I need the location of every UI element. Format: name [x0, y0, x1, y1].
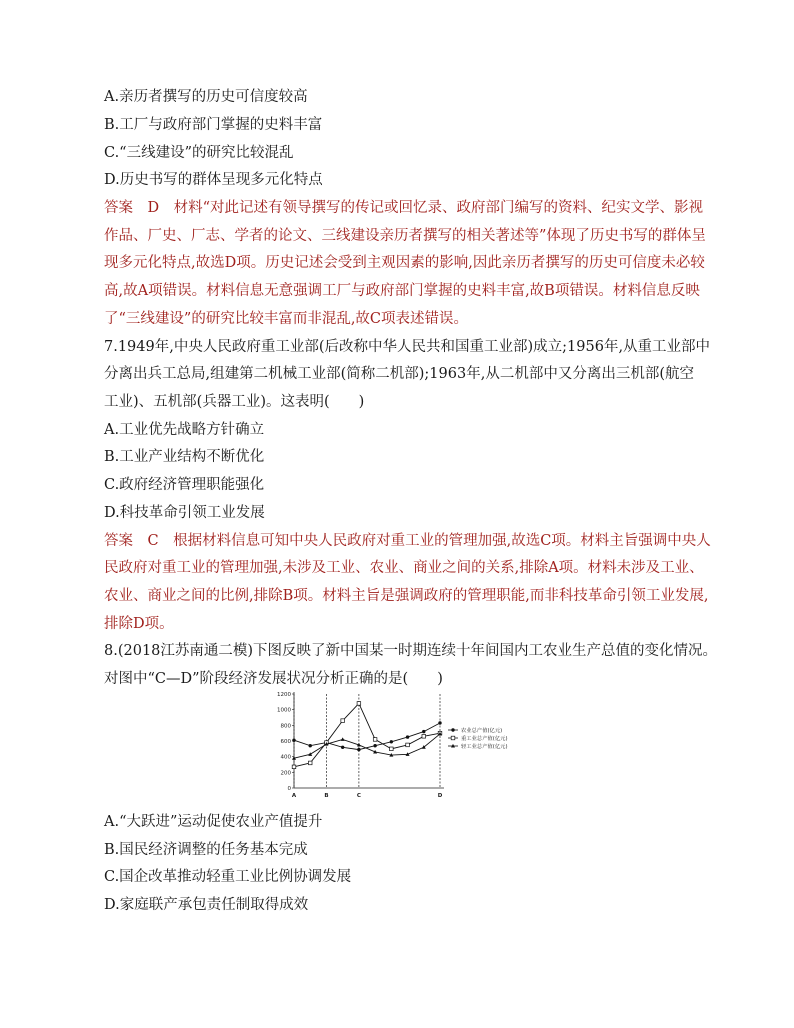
q6-answer-line: 高,故A项错误。材料信息无意强调工厂与政府部门掌握的史料丰富,故B项错误。材料信息反映 — [104, 283, 700, 299]
q6-answer-line: 答案 D 材料“对此记述有领导撰写的传记或回忆录、政府部门编写的资料、纪实文学、影视 — [104, 200, 704, 216]
data-point-circle — [341, 746, 344, 749]
stage-label-b: B — [324, 793, 329, 799]
legend-label: 重工业总产值(亿元) — [461, 736, 508, 742]
q6-answer-line: 现多元化特点,故选D项。历史记述会受到主观因素的影响,因此亲历者撰写的历史可信度未必较 — [104, 255, 705, 271]
data-point-circle — [309, 744, 312, 747]
legend-marker-circle — [451, 728, 454, 731]
data-point-triangle — [341, 737, 345, 741]
data-point-square — [308, 761, 312, 765]
data-point-square — [341, 719, 345, 723]
y-tick-label: 800 — [280, 723, 291, 730]
q6-answer-line: 了“三线建设”的研究比较丰富而非混乱,故C项表述错误。 — [104, 311, 469, 327]
data-point-circle — [357, 748, 360, 751]
data-point-square — [422, 735, 426, 739]
data-point-circle — [390, 740, 393, 743]
q8-stem-line: 对图中“C—D”阶段经济发展状况分析正确的是( ) — [104, 671, 443, 687]
q7-option-b: B.工业产业结构不断优化 — [104, 449, 265, 465]
data-point-square — [292, 765, 296, 769]
q7-stem-line: 工业)、五机部(兵器工业)。这表明( ) — [104, 394, 365, 410]
data-point-circle — [373, 744, 376, 747]
q6-option-d: D.历史书写的群体呈现多元化特点 — [104, 172, 323, 188]
data-point-circle — [438, 721, 441, 724]
legend-marker-square — [451, 736, 455, 740]
stage-label-c: C — [356, 793, 361, 799]
q8-option-a: A.“大跃进”运动促使农业产值提升 — [104, 814, 323, 830]
data-point-square — [357, 702, 361, 706]
y-tick-label: 600 — [280, 739, 291, 745]
series-line-triangle — [294, 734, 440, 758]
stage-label-d: D — [437, 793, 443, 799]
y-tick-label: 200 — [280, 770, 291, 777]
q7-answer-line: 民政府对重工业的管理加强,未涉及工业、农业、商业之间的关系,排除A项。材料未涉及工业、 — [104, 560, 704, 576]
q7-option-c: C.政府经济管理职能强化 — [104, 477, 265, 493]
q6-option-a: A.亲历者撰写的历史可信度较高 — [104, 89, 308, 105]
legend-label: 农业总产值(亿元) — [461, 728, 503, 734]
q6-option-b: B.工厂与政府部门掌握的史料丰富 — [104, 117, 323, 133]
data-point-circle — [422, 730, 425, 733]
series-line-circle — [294, 723, 440, 750]
q7-option-a: A.工业优先战略方针确立 — [104, 422, 265, 438]
q7-option-d: D.科技革命引领工业发展 — [104, 505, 265, 521]
q7-stem-line: 7.1949年,中央人民政府重工业部(后改称中华人民共和国重工业部)成立;1956年,从重工业部中 — [104, 339, 711, 355]
data-point-square — [373, 738, 377, 742]
line-chart — [262, 686, 532, 806]
q8-option-c: C.国企改革推动轻重工业比例协调发展 — [104, 869, 352, 885]
legend-label: 轻工业总产值(亿元) — [461, 744, 508, 750]
series-line-square — [294, 703, 440, 766]
q8-stem-line: 8.(2018江苏南通二模)下图反映了新中国某一时期连续十年间国内工农业生产总值的变化情况。 — [104, 643, 718, 659]
y-tick-label: 1000 — [277, 707, 291, 714]
y-tick-label: 1200 — [277, 692, 291, 698]
data-point-circle — [406, 735, 409, 738]
data-point-square — [406, 743, 410, 747]
data-point-circle — [292, 739, 295, 742]
y-tick-label: 400 — [280, 754, 291, 761]
q7-answer-line: 排除D项。 — [104, 616, 174, 632]
production-value-chart — [262, 686, 532, 806]
q6-answer-line: 作品、厂史、厂志、学者的论文、三线建设亲历者撰写的相关著述等”体现了历史书写的群体呈 — [104, 228, 706, 244]
q6-option-c: C.“三线建设”的研究比较混乱 — [104, 145, 294, 161]
q7-answer-line: 农业、商业之间的比例,排除B项。材料主旨是强调政府的管理职能,而非科技革命引领工业发展, — [104, 588, 709, 604]
q7-stem-line: 分离出兵工总局,组建第二机械工业部(简称二机部);1963年,从二机部中又分离出三机部(航空 — [104, 366, 694, 382]
q8-option-d: D.家庭联产承包责任制取得成效 — [104, 897, 309, 913]
q8-option-b: B.国民经济调整的任务基本完成 — [104, 842, 308, 858]
data-point-square — [390, 747, 394, 751]
data-point-triangle — [308, 752, 312, 756]
stage-label-a: A — [291, 793, 297, 799]
y-tick-label: 0 — [287, 786, 291, 792]
q7-answer-line: 答案 C 根据材料信息可知中央人民政府对重工业的管理加强,故选C项。材料主旨强调中央人 — [104, 533, 711, 549]
